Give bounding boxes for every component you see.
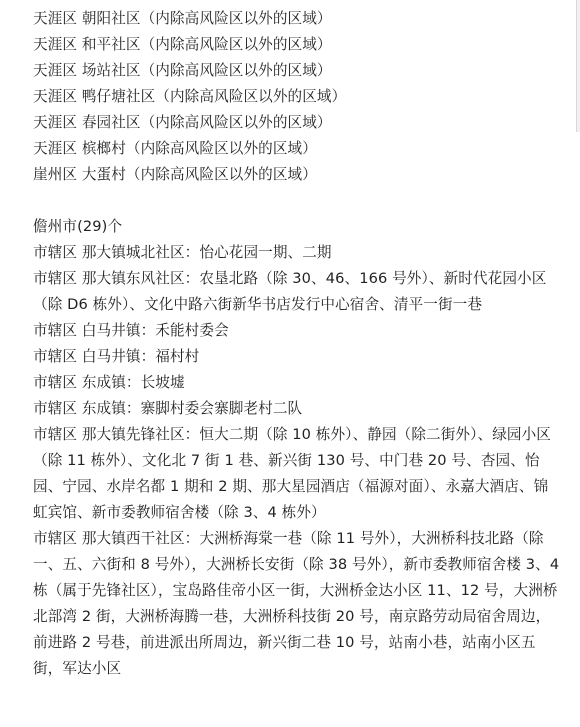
area-item: 市辖区 白马井镇：禾能村委会 [33, 322, 229, 339]
area-item: 市辖区 那大镇西干社区：大洲桥海棠一巷（除 11 号外），大洲桥科技北路（除一、五、六街和 8 号外），大洲桥长安街（除 38 号外），新市委教师宿舍楼 3、4 栋（属于先锋社区），宝岛路佳帝小区一街，大洲桥金达小区 11、12 号，大洲桥北部湾 2 街，大洲桥海腾一巷，大洲桥科技街 20 号，南京路劳动局宿舍周边，前进路 2 号巷，前进派出所周边，新兴街二巷 10 号，站南小巷，站南小区五街，军达小区 [33, 530, 560, 677]
area-line: 天涯区 朝阳社区（内除高风险区以外的区域） [33, 10, 332, 27]
blank-line [33, 188, 563, 214]
area-line: 天涯区 和平社区（内除高风险区以外的区域） [33, 36, 332, 53]
area-line: 崖州区 大蛋村（内除高风险区以外的区域） [33, 166, 317, 183]
area-item: 市辖区 东成镇：寨脚村委会寨脚老村二队 [33, 400, 303, 417]
section-heading: 儋州市(29)个 [33, 218, 123, 235]
area-line: 天涯区 场站社区（内除高风险区以外的区域） [33, 62, 332, 79]
area-item: 市辖区 那大镇先锋社区：恒大二期（除 10 栋外）、静园（除二街外）、绿园小区（除 11 栋外）、文化北 7 街 1 巷、新兴街 130 号、中门巷 20 号、杏园、怡园、宁园、水岸名都 1 期和 2 期、那大星园酒店（福源对面）、永嘉大酒店、锦虹宾馆、新市委教师宿舍楼（除 3、4 栋外） [33, 426, 551, 521]
area-line: 天涯区 春园社区（内除高风险区以外的区域） [33, 114, 332, 131]
area-item: 市辖区 那大镇东风社区：农垦北路（除 30、46、166 号外）、新时代花园小区（除 D6 栋外）、文化中路六街新华书店发行中心宿舍、清平一街一巷 [33, 270, 547, 313]
area-item: 市辖区 那大镇城北社区：怡心花园一期、二期 [33, 244, 332, 261]
area-line: 天涯区 鸭仔塘社区（内除高风险区以外的区域） [33, 88, 347, 105]
area-item: 市辖区 东成镇：长坡墟 [33, 374, 185, 391]
area-line: 天涯区 槟榔村（内除高风险区以外的区域） [33, 140, 317, 157]
area-item: 市辖区 白马井镇：福村村 [33, 348, 200, 365]
scrollbar[interactable] [576, 0, 580, 132]
document-body [33, 6, 563, 682]
